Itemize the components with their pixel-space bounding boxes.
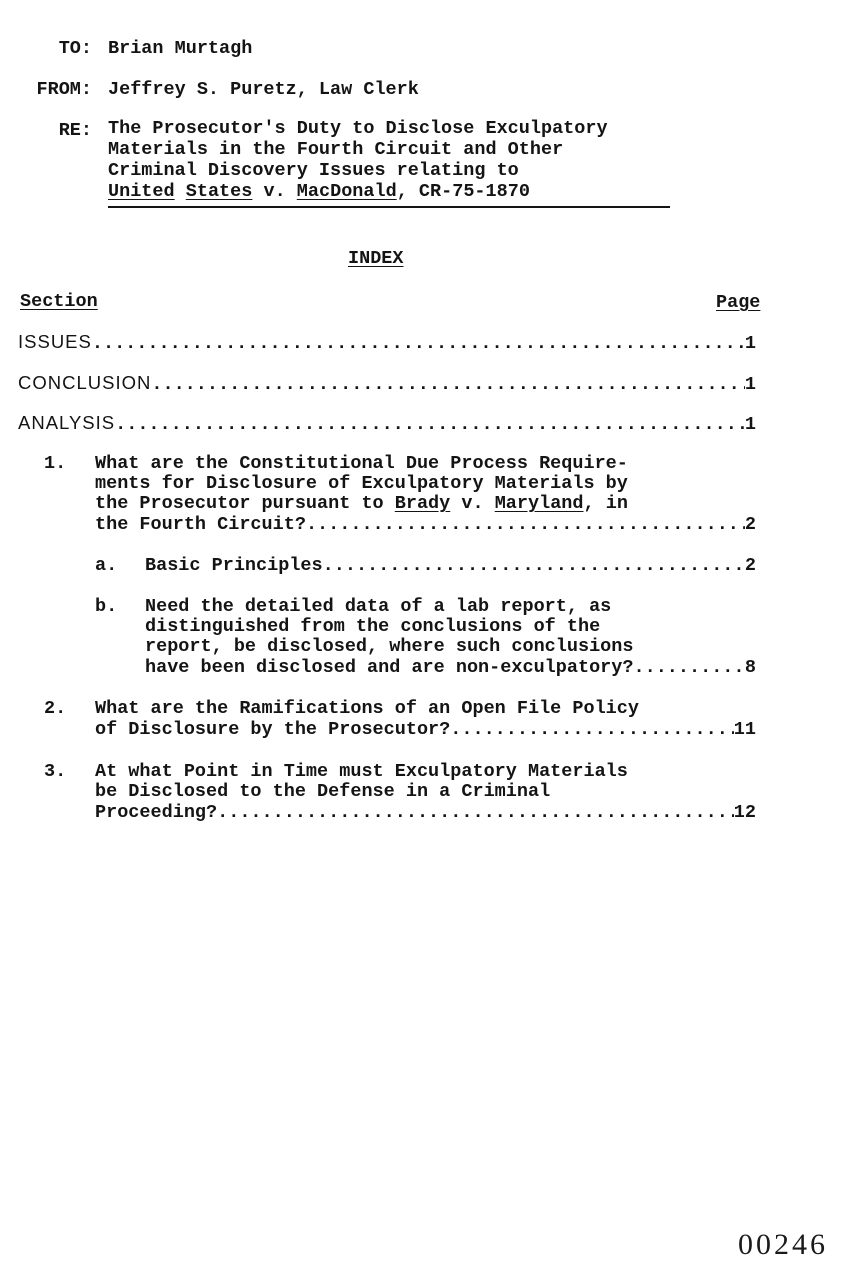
toc-page-number: 1 [744,333,756,354]
toc-page-number: 2 [744,514,756,535]
index-title: INDEX [348,248,404,269]
toc-entry-conclusion [18,372,756,395]
re-line-1: The Prosecutor's Duty to Disclose Exculpatory [108,118,608,139]
q1-number: 1. [44,453,67,474]
re-line-3: Criminal Discovery Issues relating to [108,160,519,181]
q2-number: 2. [44,698,67,719]
toc-page-number: 1 [744,414,756,435]
toc-entry-title: Basic Principles [145,555,323,576]
q1-case-maryland: Maryland [494,493,584,514]
q1-line3-post: , in [583,493,628,514]
toc-entry-q2 [95,719,756,740]
toc-leader [92,333,745,354]
toc-entry-title: ANALYSIS [18,412,116,433]
section-column-header: Section [20,291,98,312]
q3-line-2: be Disclosed to the Defense in a Criminal [95,781,551,802]
toc-page-number: 2 [744,555,756,576]
toc-entry-issues [18,331,756,354]
toc-leader [323,555,745,576]
q3-line-1: At what Point in Time must Exculpatory Materials [95,761,628,782]
q2-line-1: What are the Ramifications of an Open File Policy [95,698,639,719]
toc-entry-title: have been disclosed and are non-exculpatory? [145,657,634,678]
page-column-header: Page [716,292,761,313]
from-value: Jeffrey S. Puretz, Law Clerk [108,79,419,100]
toc-leader [217,802,734,823]
to-label: TO: [58,38,92,59]
re-divider [108,206,670,208]
toc-page-number: 11 [733,719,756,740]
toc-entry-title: ISSUES [18,331,92,352]
q1a-letter: a. [95,555,118,576]
q1-line-1: What are the Constitutional Due Process Require- [95,453,628,474]
q1-line-2: ments for Disclosure of Exculpatory Materials by [95,473,628,494]
re-case-macdonald: MacDonald [296,181,397,202]
q1-line3-pre: the Prosecutor pursuant to [95,493,395,514]
toc-entry-q1b [145,657,756,678]
re-case-line [108,181,530,202]
toc-entry-q1a [145,555,756,576]
re-case-united: United [108,181,175,202]
q1-case-brady: Brady [394,493,451,514]
q3-number: 3. [44,761,67,782]
re-label: RE: [58,120,92,141]
from-label: FROM: [36,79,92,100]
q1-line-3 [95,493,628,514]
toc-page-number: 12 [733,802,756,823]
toc-leader [115,414,745,435]
re-case-v: v. [263,181,286,202]
toc-entry-title: the Fourth Circuit? [95,514,306,535]
q1b-letter: b. [95,596,118,617]
toc-entry-q3 [95,802,756,823]
re-case-number: , CR-75-1870 [396,181,530,202]
toc-leader [306,514,745,535]
to-value: Brian Murtagh [108,38,253,59]
re-line-2: Materials in the Fourth Circuit and Other [108,139,564,160]
toc-page-number: 8 [744,657,756,678]
toc-entry-title: CONCLUSION [18,372,152,393]
toc-entry-analysis [18,412,756,435]
toc-entry-q1 [95,514,756,535]
q1b-line-2: distinguished from the conclusions of the [145,616,601,637]
bates-number: 00246 [738,1228,828,1261]
q1-case-v: v. [450,493,495,514]
toc-page-number: 1 [744,374,756,395]
toc-entry-title: of Disclosure by the Prosecutor? [95,719,451,740]
q1b-line-1: Need the detailed data of a lab report, as [145,596,612,617]
re-case-states: States [185,181,253,202]
toc-entry-title: Proceeding? [95,802,218,823]
q1b-line-3: report, be disclosed, where such conclusions [145,636,634,657]
toc-leader [450,719,734,740]
toc-leader [633,657,744,678]
toc-leader [151,374,745,395]
